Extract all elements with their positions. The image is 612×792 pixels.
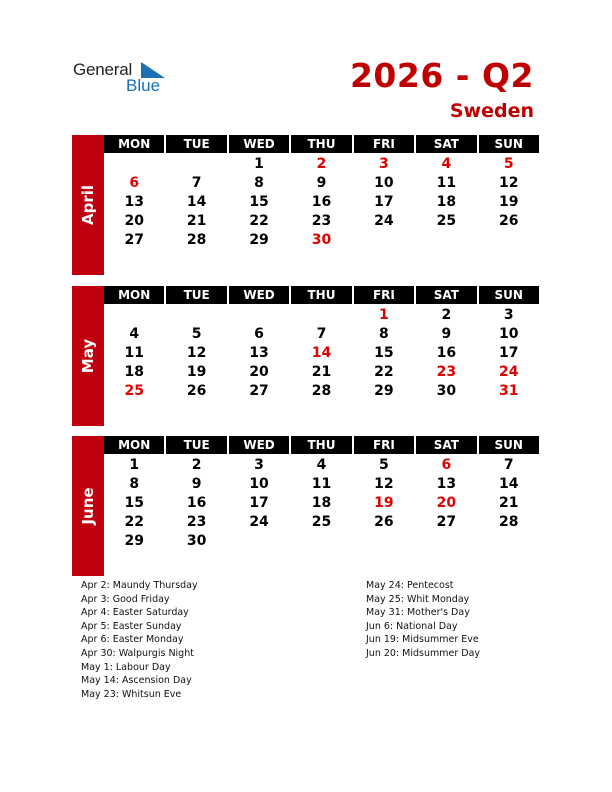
day-cell: 10 <box>249 476 269 492</box>
holiday-list-right <box>366 579 480 661</box>
day-cell: 10 <box>374 175 394 191</box>
day-cell: 21 <box>499 495 519 511</box>
day-cell: 12 <box>499 175 519 191</box>
day-cell: 6 <box>129 175 140 191</box>
day-grid <box>104 456 539 551</box>
page-title: 2026 - Q2 <box>349 56 534 95</box>
day-cell: 27 <box>436 514 457 530</box>
weekday-label: MON <box>104 286 164 304</box>
day-cell: 18 <box>311 495 332 511</box>
day-cell: 2 <box>441 307 452 323</box>
month-tab <box>72 436 104 576</box>
day-cell: 5 <box>191 326 202 342</box>
day-grid <box>104 306 539 401</box>
weekday-label: MON <box>104 135 164 153</box>
weekday-label: TUE <box>166 286 226 304</box>
month-tab <box>72 135 104 275</box>
weekday-label: THU <box>291 135 351 153</box>
day-cell: 11 <box>436 175 457 191</box>
day-cell: 8 <box>254 175 264 191</box>
day-cell: 29 <box>374 383 394 399</box>
day-cell: 23 <box>436 364 457 380</box>
week-row <box>104 382 539 401</box>
week-row <box>104 456 539 475</box>
holiday-item: Apr 6: Easter Monday <box>81 634 184 646</box>
day-cell: 12 <box>186 345 207 361</box>
day-cell: 13 <box>249 345 269 361</box>
day-cell: 16 <box>186 495 207 511</box>
day-cell: 18 <box>436 194 457 210</box>
day-cell: 7 <box>316 326 327 342</box>
day-cell: 22 <box>249 213 269 229</box>
day-cell: 2 <box>191 457 202 473</box>
day-cell: 5 <box>503 156 514 172</box>
day-cell <box>166 155 226 174</box>
day-cell: 9 <box>441 326 452 342</box>
holiday-item: Jun 20: Midsummer Day <box>366 647 481 659</box>
day-cell: 13 <box>124 194 144 210</box>
day-cell: 16 <box>436 345 457 361</box>
month-name: May <box>79 338 97 374</box>
week-row <box>104 231 539 250</box>
day-cell: 3 <box>503 307 514 323</box>
day-cell: 30 <box>436 383 457 399</box>
month-name: April <box>79 184 97 226</box>
day-cell <box>354 532 414 551</box>
day-cell <box>229 306 289 325</box>
day-cell <box>291 532 351 551</box>
weekday-label: THU <box>291 286 351 304</box>
day-cell: 5 <box>379 457 389 473</box>
day-cell: 12 <box>374 476 394 492</box>
day-cell: 8 <box>379 326 389 342</box>
month-block-june <box>72 436 539 578</box>
day-cell <box>479 532 539 551</box>
day-cell <box>479 231 539 250</box>
day-cell: 9 <box>316 175 327 191</box>
weekday-label: FRI <box>354 135 414 153</box>
day-cell: 6 <box>441 457 452 473</box>
day-cell: 9 <box>191 476 202 492</box>
month-tab <box>72 286 104 426</box>
holiday-item: Apr 5: Easter Sunday <box>81 620 182 632</box>
day-cell <box>104 306 164 325</box>
day-cell <box>354 231 414 250</box>
day-cell: 18 <box>124 364 144 380</box>
holiday-item: May 24: Pentecost <box>366 580 454 591</box>
day-cell: 30 <box>311 232 332 248</box>
day-cell: 14 <box>499 476 519 492</box>
day-cell: 21 <box>186 213 207 229</box>
day-cell <box>104 155 164 174</box>
day-cell: 1 <box>379 307 389 323</box>
day-cell: 19 <box>186 364 207 380</box>
day-cell: 17 <box>249 495 269 511</box>
country-label: Sweden <box>449 100 534 122</box>
weekday-label: WED <box>229 286 289 304</box>
day-cell: 15 <box>124 495 144 511</box>
month-block-april <box>72 135 539 277</box>
weekday-label: TUE <box>166 135 226 153</box>
week-row <box>104 475 539 494</box>
holiday-item: May 1: Labour Day <box>81 661 171 673</box>
day-cell: 4 <box>129 326 140 342</box>
day-cell: 27 <box>124 232 144 248</box>
day-cell: 23 <box>311 213 332 229</box>
day-cell <box>229 532 289 551</box>
weekday-label: FRI <box>354 436 414 454</box>
weekday-header <box>104 436 539 454</box>
weekday-label: SAT <box>416 286 476 304</box>
day-cell <box>416 532 476 551</box>
holiday-item: May 23: Whitsun Eve <box>81 688 182 700</box>
day-cell: 26 <box>186 383 207 399</box>
day-cell: 7 <box>503 457 514 473</box>
weekday-label: SUN <box>479 436 539 454</box>
week-row <box>104 306 539 325</box>
day-cell: 1 <box>254 156 264 172</box>
weekday-header <box>104 286 539 304</box>
day-cell: 24 <box>374 213 394 229</box>
day-cell: 25 <box>311 514 332 530</box>
day-cell: 4 <box>316 457 327 473</box>
week-row <box>104 155 539 174</box>
day-cell: 15 <box>249 194 269 210</box>
holiday-item: Apr 30: Walpurgis Night <box>81 647 194 659</box>
day-cell: 27 <box>249 383 269 399</box>
week-row <box>104 513 539 532</box>
weekday-label: TUE <box>166 436 226 454</box>
day-cell: 3 <box>254 457 264 473</box>
weekday-label: SAT <box>416 135 476 153</box>
week-row <box>104 193 539 212</box>
month-block-may <box>72 286 539 428</box>
day-cell: 19 <box>374 495 394 511</box>
day-cell: 17 <box>499 345 519 361</box>
day-cell: 14 <box>186 194 207 210</box>
weekday-label: MON <box>104 436 164 454</box>
day-cell: 21 <box>311 364 332 380</box>
day-grid <box>104 155 539 250</box>
holiday-list-left <box>81 579 198 701</box>
week-row <box>104 174 539 193</box>
day-cell: 28 <box>499 514 519 530</box>
day-cell: 17 <box>374 194 394 210</box>
holiday-item: Apr 2: Maundy Thursday <box>81 580 198 591</box>
week-row <box>104 363 539 382</box>
day-cell: 29 <box>124 533 144 549</box>
day-cell: 3 <box>379 156 389 172</box>
day-cell: 2 <box>316 156 327 172</box>
day-cell: 31 <box>499 383 519 399</box>
week-row <box>104 325 539 344</box>
generalblue-logo <box>73 58 173 98</box>
weekday-label: FRI <box>354 286 414 304</box>
day-cell: 6 <box>254 326 264 342</box>
weekday-label: WED <box>229 135 289 153</box>
holiday-item: Jun 6: National Day <box>366 620 458 632</box>
day-cell: 24 <box>249 514 269 530</box>
day-cell: 23 <box>186 514 207 530</box>
logo-text-general: General <box>73 60 133 79</box>
logo-text-blue: Blue <box>126 76 161 95</box>
holiday-item: May 25: Whit Monday <box>366 593 470 605</box>
day-cell: 19 <box>499 194 519 210</box>
day-cell <box>291 306 351 325</box>
weekday-label: THU <box>291 436 351 454</box>
day-cell: 30 <box>186 533 207 549</box>
day-cell: 20 <box>436 495 457 511</box>
day-cell: 25 <box>124 383 144 399</box>
day-cell: 15 <box>374 345 394 361</box>
holiday-item: May 31: Mother's Day <box>366 607 470 619</box>
weekday-label: SAT <box>416 436 476 454</box>
day-cell: 16 <box>311 194 332 210</box>
day-cell: 11 <box>311 476 332 492</box>
week-row <box>104 494 539 513</box>
weekday-header <box>104 135 539 153</box>
week-row <box>104 212 539 231</box>
holiday-item: Jun 19: Midsummer Eve <box>366 634 479 646</box>
day-cell: 10 <box>499 326 519 342</box>
day-cell: 22 <box>374 364 394 380</box>
holiday-item: May 14: Ascension Day <box>81 675 192 687</box>
weekday-label: SUN <box>479 135 539 153</box>
holiday-item: Apr 4: Easter Saturday <box>81 607 189 619</box>
day-cell <box>166 306 226 325</box>
day-cell: 29 <box>249 232 269 248</box>
day-cell: 1 <box>129 457 140 473</box>
weekday-label: WED <box>229 436 289 454</box>
day-cell: 24 <box>499 364 519 380</box>
holiday-item: Apr 3: Good Friday <box>81 593 170 605</box>
day-cell <box>416 231 476 250</box>
day-cell: 4 <box>441 156 452 172</box>
week-row <box>104 344 539 363</box>
day-cell: 13 <box>436 476 457 492</box>
day-cell: 7 <box>191 175 202 191</box>
day-cell: 22 <box>124 514 144 530</box>
month-name: June <box>79 487 97 525</box>
day-cell: 8 <box>129 476 140 492</box>
day-cell: 20 <box>249 364 269 380</box>
day-cell: 20 <box>124 213 144 229</box>
day-cell: 11 <box>124 345 144 361</box>
weekday-label: SUN <box>479 286 539 304</box>
week-row <box>104 532 539 551</box>
day-cell: 28 <box>186 232 207 248</box>
day-cell: 28 <box>311 383 332 399</box>
day-cell: 26 <box>374 514 394 530</box>
day-cell: 14 <box>311 345 332 361</box>
day-cell: 25 <box>436 213 457 229</box>
day-cell: 26 <box>499 213 519 229</box>
